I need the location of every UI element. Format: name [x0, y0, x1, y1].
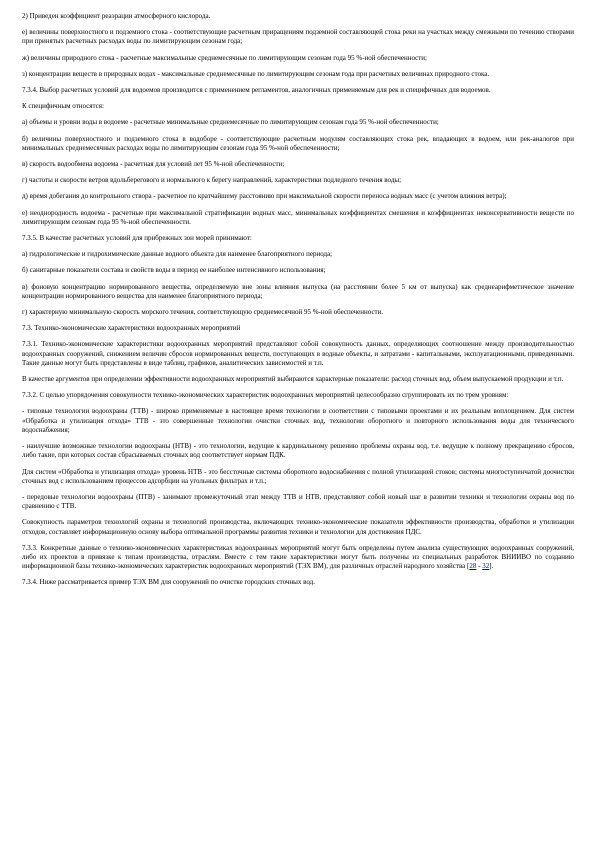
section-heading: 7.3.4. Выбор расчетных условий для водоемов производится с применением регламентов, аналогичных применяемым для рек и специфичных для водоемов.: [22, 86, 491, 95]
section-heading: 7.3.5. В качестве расчетных условий для прибрежных зон морей принимают:: [22, 234, 252, 243]
paragraph: К специфичным относятся:: [22, 102, 104, 111]
list-item: а) объемы и уровни воды в водоеме - расчетные минимальные среднемесячные по лимитирующим сезонам года 95 %-ной обеспеченности;: [22, 118, 439, 127]
list-item: е) неоднородность водоема - расчетные при максимальной стратификации водных масс, минимальных коэффициентах смешения и коэффициентах неконсервативности веществ по лимитирующим сезонам года 95 %-ной обеспеченности.: [22, 208, 574, 226]
paragraph: з) концентрации веществ в природных водах - максимальные среднемесячные по лимитирующим сезонам года при расчетных величинах природного стока.: [22, 69, 490, 78]
list-item: г) частоты и скорости ветров вдольберегового и нормального к берегу направлений, характеристики подледного течения воды;: [22, 176, 402, 185]
list-item: в) фоновую концентрацию нормированного вещества, определяемую вне зоны влияния выпуска (на расстоянии более 5 км от выпуска) как среднеарифметическое значение концентрации нормированного вещества для наименее благоприятного периода;: [22, 282, 574, 300]
section-heading: 7.3. Технико-экономические характеристики водоохранных мероприятий: [22, 324, 241, 333]
reference-link-32[interactable]: 32: [482, 562, 490, 571]
document-page: [22, 12, 574, 595]
paragraph-text: 7.3.3. Конкретные данные о технико-экономических характеристиках водоохранных мероприятий могут быть определены путем анализа существующих водоохранных сооружений, либо их проектов в привязке к типам производства, отраслям. Вместе с тем такие характеристики могут быть получены из специальных разработок ВНИИВО по созданию информационной базы технико-экономических характеристик водоохранных мероприятий (ТЭХ ВМ), для различных отраслей народного хозяйства [: [22, 543, 574, 571]
paragraph: 2) Приведен коэффициент реаэрации атмосферного кислорода.: [22, 12, 211, 20]
list-item: - наилучшие возможные технологии водоохраны (НТВ) - это технологии, ведущие к кардинальному решению проблемы охраны вод, т.е. ведущие к полному прекращению сбросов, либо такие, при которых состав сбрасываемых сточных вод соответствует нормам ПДК.: [22, 442, 574, 460]
list-item: в) скорость водообмена водоема - расчетная для условий лет 95 %-ной обеспеченности;: [22, 160, 285, 169]
paragraph: 7.3.4. Ниже рассматривается пример ТЭХ ВМ для сооружений по очистке городских сточных вод.: [22, 578, 315, 587]
list-item: - передовые технологии водоохраны (ПТВ) - занимают промежуточный этап между ТТВ и НТВ, представляют собой новый шаг в развитии техники и технологии охраны вод по сравнению с ТТВ.: [22, 492, 574, 511]
paragraph: В качестве аргументов при определении эффективности водоохранных мероприятий выбираются характерные показатели: расход сточных вод, объем выпускаемой продукции и т.п.: [22, 375, 564, 384]
list-item: б) санитарные показатели состава и свойств воды в период ее наиболее интенсивного использования;: [22, 266, 326, 275]
list-item: б) величины поверхностного и подземного стока в водоборе - соответствующие расчетным модулям составляющих стока рек, впадающих в водоем, или рек-аналогов при минимальных среднемесячных расходах воды по лимитирующим сезонам года 95 %-ной обеспеченности;: [22, 134, 574, 152]
paragraph: [22, 544, 574, 572]
list-item: - типовые технологии водоохраны (ТТВ) - широко применяемые в настоящее время технологии в соответствии с типовыми проектами и их реальным воплощением. Для систем «Обработка и утилизация отхода» ТТВ - это совершенные технологии очистки сточных вод, технологии оборотного и повторного использования воды для технического водоснабжения;: [22, 407, 574, 434]
paragraph: Совокупность параметров технологий охраны и технологий производства, включающих технико-экономические показатели эффективности производства, обработки и утилизации отходов, составляет информационную основу выбора оптимальной программы развития техники и технологии для достижения ПДС.: [22, 518, 574, 536]
reference-tail: ].: [489, 562, 494, 571]
reference-link-28[interactable]: 28: [469, 562, 477, 571]
reference-separator: -: [476, 562, 483, 571]
paragraph: 7.3.1. Технико-экономические характеристики водоохранных мероприятий представляют собой совокупность данных, определяющих соотношение между производительностью водоохранных сооружений, снижением величин сбросов нормированных веществ, поступающих в водные объекты, и затратами - капитальными, эксплуатационными, приведенными. Такие данные могут быть представлены в виде таблиц, графиков, аналитических зависимостей и т.п.: [22, 340, 574, 367]
paragraph: е) величины поверхностного и подземного стока - соответствующие расчетным приращениям подземной составляющей стока реки на участках между смежными по течению створами при принятых расчетных расходах воды по лимитирующим сезонам года;: [22, 28, 574, 46]
list-item: д) время добегания до контрольного створа - расчетное по кратчайшему расстоянию при максимальной скорости переноса водных масс (с учетом влияния ветра);: [22, 192, 507, 201]
list-item: а) гидрологические и гидрохимические данные водного объекта для наименее благоприятного периода;: [22, 250, 333, 259]
paragraph: Для систем «Обработка и утилизация отхода» уровень НТВ - это бессточные системы оборотного водоснабжения с полной утилизацией стоков; системы многоступенчатой доочистки сточных вод с использованием процессов адсорбции на угольных фильтрах и т.п.;: [22, 467, 574, 485]
list-item: г) характерную минимальную скорость морского течения, соответствующую среднемесячной 95 %-ной обеспеченности.: [22, 308, 384, 317]
paragraph: 7.3.2. С целью упорядочения совокупности технико-экономических характеристик водоохранных мероприятий целесообразно сгруппировать их по трем уровням:: [22, 391, 509, 400]
paragraph: ж) величины природного стока - расчетные максимальные среднемесячные по лимитирующим сезонам года 95 %-ной обеспеченности;: [22, 53, 427, 62]
